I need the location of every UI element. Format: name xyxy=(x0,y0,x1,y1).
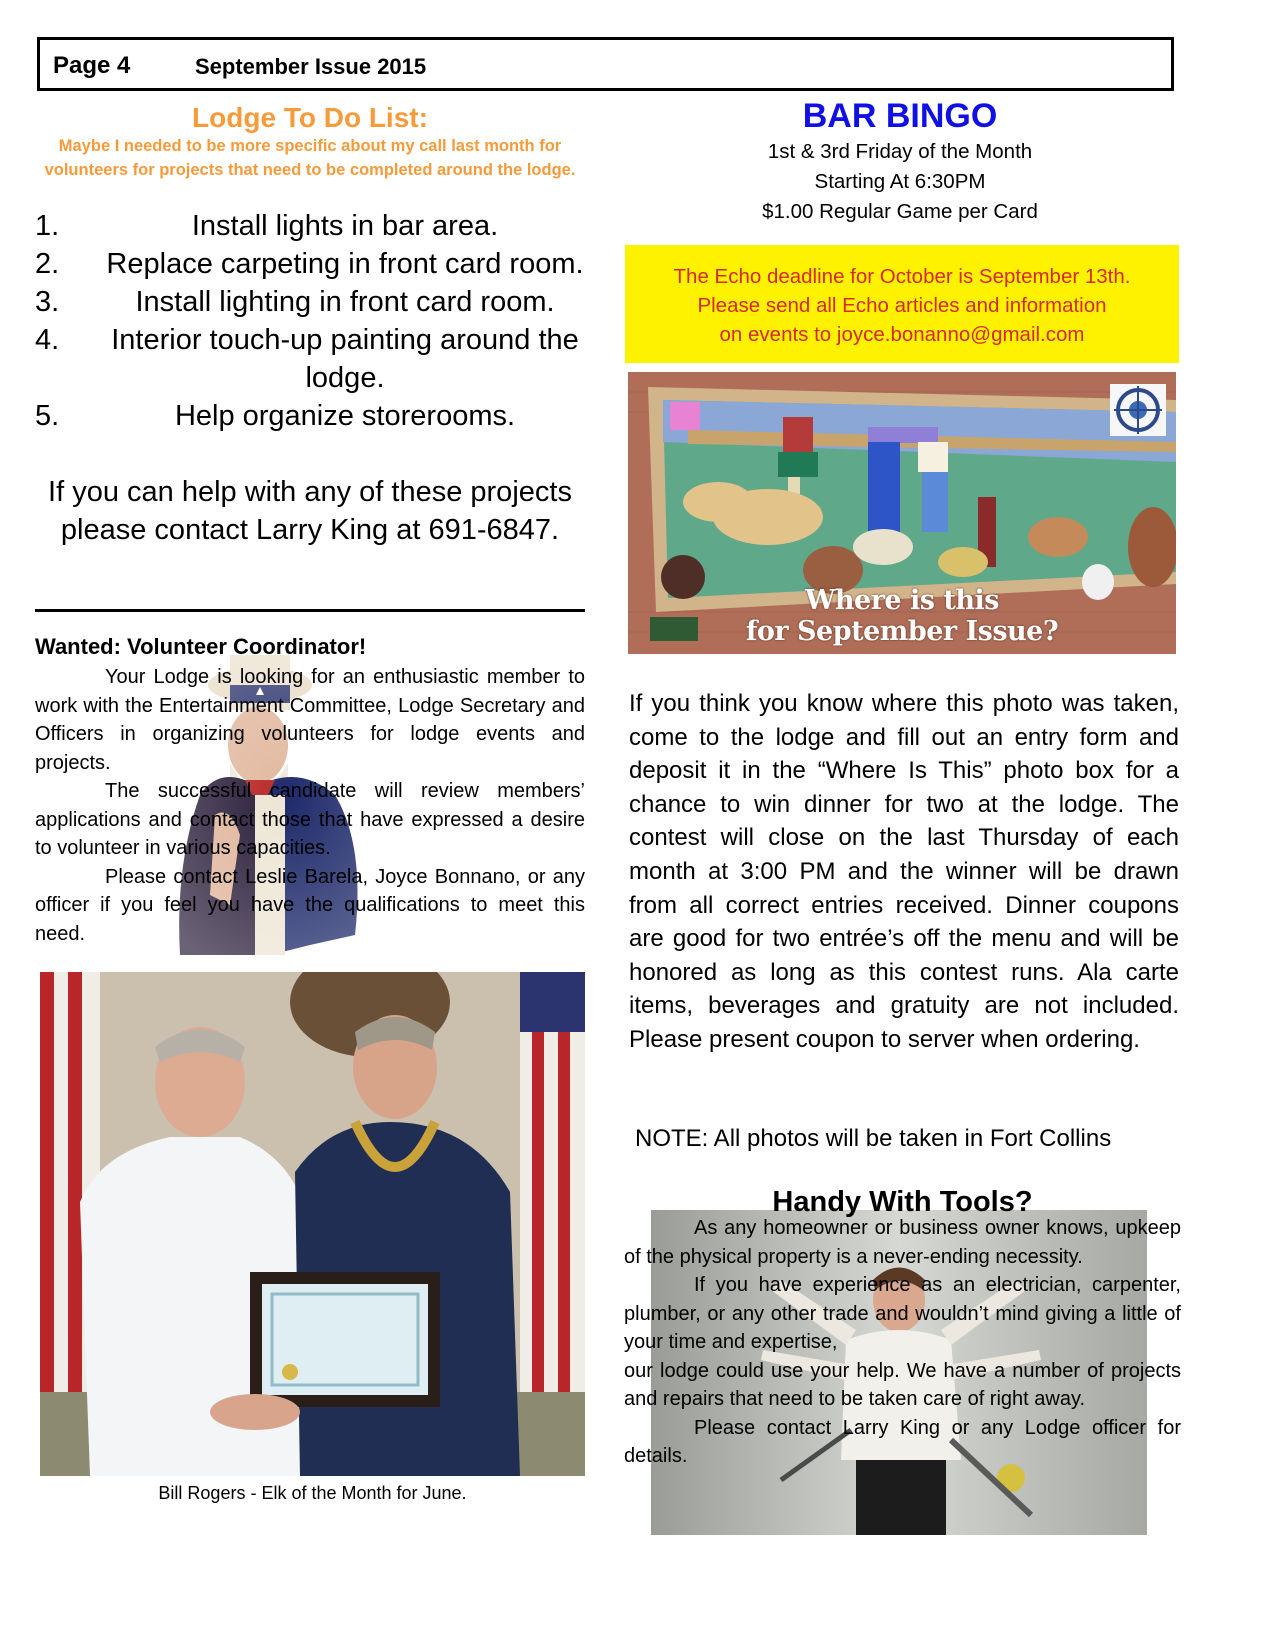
todo-list xyxy=(35,207,585,435)
handy-paragraph: As any homeowner or business owner knows, upkeep of the physical property is a never-ending necessity. xyxy=(624,1217,1181,1268)
where-is-this-photo xyxy=(628,372,1176,654)
handy-paragraph: our lodge could use your help. We have a number of projects and repairs that need to be taken care of right away. xyxy=(624,1359,1181,1410)
todo-title: Lodge To Do List: xyxy=(192,102,428,133)
issue-title: September Issue 2015 xyxy=(195,54,427,79)
todo-item-number: 1. xyxy=(35,210,60,242)
handy-title: Handy With Tools? xyxy=(772,1186,1033,1218)
todo-item-number: 4. xyxy=(35,324,60,356)
todo-item xyxy=(35,397,585,435)
echo-line: Please send all Echo articles and information xyxy=(697,294,1107,317)
todo-contact: If you can help with any of these projects please contact Larry King at 691-6847. xyxy=(48,476,572,546)
bingo-line: 1st & 3rd Friday of the Month xyxy=(767,140,1033,163)
handy-paragraph: Please contact Larry King or any Lodge officer for details. xyxy=(624,1416,1181,1467)
echo-line: on events to joyce.bonanno@gmail.com xyxy=(719,323,1085,346)
elk-photo-caption: Bill Rogers - Elk of the Month for June. xyxy=(158,1483,467,1503)
section-divider xyxy=(35,609,585,612)
elk-of-month-photo xyxy=(40,972,585,1476)
todo-item-text: Interior touch-up painting around the lodge. xyxy=(111,324,579,394)
page-number: Page 4 xyxy=(53,52,131,79)
where-is-this-caption xyxy=(628,585,1176,647)
wanted-paragraph: Your Lodge is looking for an enthusiastic member to work with the Entertainment Committee, Lodge Secretary and Officers in organizing volunteers for lodge events and projects. xyxy=(35,666,585,774)
bingo-line: Starting At 6:30PM xyxy=(814,170,986,193)
todo-item xyxy=(35,207,585,245)
where-caption-line: for September Issue? xyxy=(745,616,1059,647)
todo-item-text: Install lights in bar area. xyxy=(191,210,499,242)
wanted-paragraph: Please contact Leslie Barela, Joyce Bonnano, or any officer if you feel you have the qualifications to meet this need. xyxy=(35,865,585,945)
elk-photo-illustration xyxy=(40,972,585,1476)
wanted-body xyxy=(35,663,585,948)
bingo-details xyxy=(625,137,1175,227)
todo-item-number: 5. xyxy=(35,400,60,432)
echo-line: The Echo deadline for October is September 13th. xyxy=(673,265,1131,288)
handy-body xyxy=(624,1214,1181,1471)
handy-paragraph: If you have experience as an electrician, carpenter, plumber, or any other trade and wouldn’t mind giving a little of your time and expertise, xyxy=(624,1274,1181,1353)
wanted-paragraph: The successful candidate will review members’ applications and contact those that have expressed a desire to volunteer in various capacities. xyxy=(35,780,585,859)
echo-deadline-box xyxy=(625,245,1179,363)
todo-item xyxy=(35,321,585,397)
todo-item xyxy=(35,245,585,283)
todo-subtitle: Maybe I needed to be more specific about my call last month for volunteers for projects that need to be completed around the lodge. xyxy=(44,137,576,179)
todo-item-text: Replace carpeting in front card room. xyxy=(106,248,584,280)
todo-item-number: 2. xyxy=(35,248,60,280)
todo-item xyxy=(35,283,585,321)
where-is-this-note: NOTE: All photos will be taken in Fort Collins xyxy=(635,1125,1112,1152)
wanted-title: Wanted: Volunteer Coordinator! xyxy=(35,634,367,659)
page-header xyxy=(37,37,1174,91)
bingo-line: $1.00 Regular Game per Card xyxy=(762,200,1038,223)
todo-item-text: Install lighting in front card room. xyxy=(135,286,555,318)
todo-item-text: Help organize storerooms. xyxy=(174,400,516,432)
where-caption-line: Where is this xyxy=(805,585,999,616)
todo-item-number: 3. xyxy=(35,286,60,318)
where-is-this-body: If you think you know where this photo was taken, come to the lodge and fill out an entry form and deposit it in the “Where Is This” photo box for a chance to win dinner for two at the lodge. The contest will close on the last Thursday of each month at 3:00 PM and the winner will be drawn from all correct entries received. Dinner coupons are good for two entrée’s off the menu and will be honored as long as this contest runs. Ala carte items, beverages and gratuity are not included. Please present coupon to server when ordering. xyxy=(629,690,1179,1053)
bingo-title: BAR BINGO xyxy=(802,97,998,135)
